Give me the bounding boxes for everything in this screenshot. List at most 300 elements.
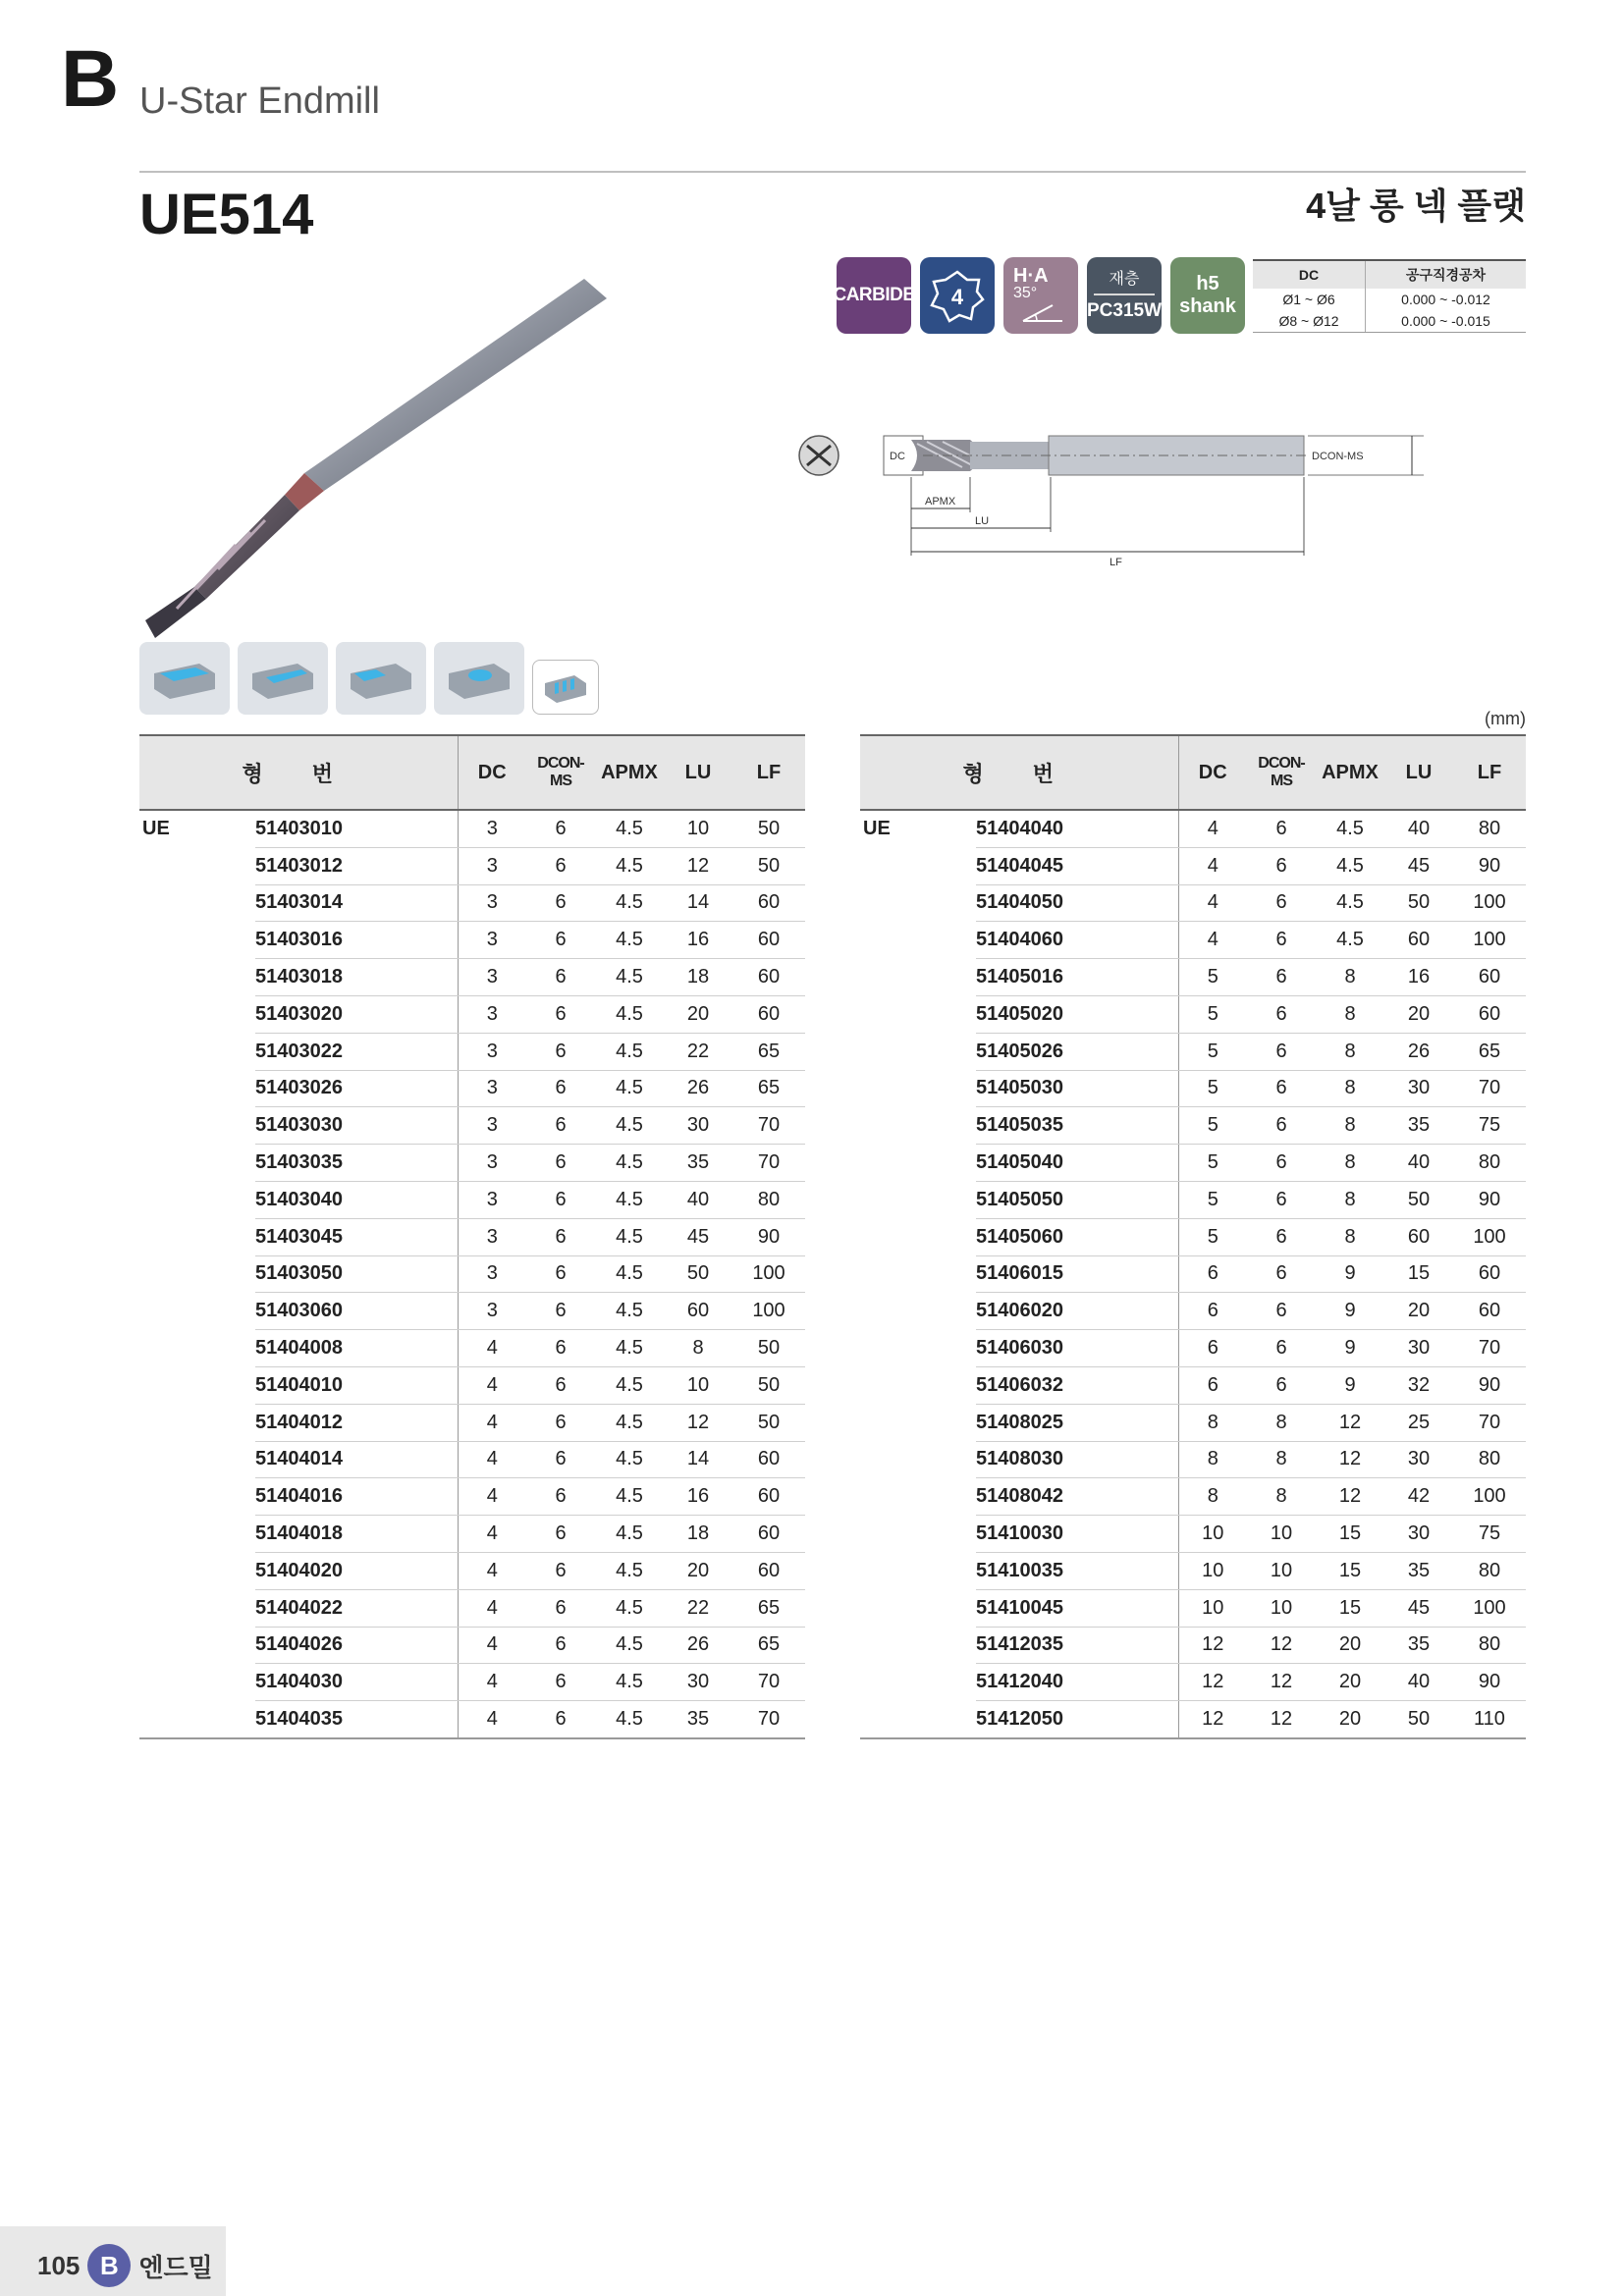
lf-value: 70	[732, 1701, 805, 1738]
lu-value: 26	[664, 1627, 732, 1664]
series-prefix	[139, 1366, 255, 1404]
series-prefix	[860, 959, 976, 996]
dcon-value: 6	[526, 1033, 595, 1070]
apmx-value: 4.5	[595, 1627, 664, 1664]
dc-value: 4	[458, 1441, 526, 1478]
part-number: 51404008	[255, 1330, 458, 1367]
series-prefix	[139, 1589, 255, 1627]
lf-value: 100	[1453, 884, 1526, 922]
lf-value: 70	[1453, 1404, 1526, 1441]
lu-value: 12	[664, 847, 732, 884]
lu-value: 60	[1384, 1218, 1453, 1255]
table-row	[860, 1701, 1526, 1738]
dc-value: 3	[458, 995, 526, 1033]
lu-value: 40	[664, 1181, 732, 1218]
lu-value: 35	[664, 1701, 732, 1738]
apmx-value: 8	[1316, 1070, 1384, 1107]
dc-value: 5	[1178, 995, 1247, 1033]
table-row	[139, 1627, 805, 1664]
series-prefix	[139, 1404, 255, 1441]
part-number: 51404018	[255, 1516, 458, 1553]
lu-value: 32	[1384, 1366, 1453, 1404]
series-prefix	[860, 1107, 976, 1145]
dcon-value: 6	[1247, 1181, 1316, 1218]
dc-value: 6	[1178, 1255, 1247, 1293]
part-number: 51403050	[255, 1255, 458, 1293]
dc-value: 5	[1178, 1218, 1247, 1255]
series-prefix	[860, 1070, 976, 1107]
dc-value: 5	[1178, 1181, 1247, 1218]
dcon-value: 12	[1247, 1664, 1316, 1701]
lu-value: 18	[664, 1516, 732, 1553]
table-row	[860, 1404, 1526, 1441]
dcon-value: 6	[526, 1441, 595, 1478]
part-number: 51412040	[976, 1664, 1178, 1701]
part-number: 51403014	[255, 884, 458, 922]
dcon-value: 12	[1247, 1701, 1316, 1738]
series-prefix	[139, 959, 255, 996]
dc-value: 3	[458, 1033, 526, 1070]
apmx-value: 4.5	[595, 1218, 664, 1255]
label-lf: LF	[1110, 557, 1122, 568]
dcon-value: 6	[1247, 1145, 1316, 1182]
apmx-value: 4.5	[595, 995, 664, 1033]
apmx-value: 4.5	[595, 1181, 664, 1218]
table-row	[139, 1366, 805, 1404]
part-number: 51406030	[976, 1330, 1178, 1367]
dcon-value: 6	[526, 1070, 595, 1107]
series-prefix	[139, 1664, 255, 1701]
dcon-value: 8	[1247, 1441, 1316, 1478]
apmx-value: 4.5	[595, 1516, 664, 1553]
page-number: 105	[37, 2250, 81, 2280]
lf-value: 60	[732, 995, 805, 1033]
part-number: 51408042	[976, 1478, 1178, 1516]
pocketing-icon	[434, 642, 524, 715]
series-prefix	[139, 1107, 255, 1145]
apmx-value: 20	[1316, 1627, 1384, 1664]
table-row	[139, 1181, 805, 1218]
product-subtitle: 4날 롱 넥 플랫	[1306, 186, 1526, 226]
lf-value: 80	[1453, 1145, 1526, 1182]
tol-header-tolerance: 공구직경공차	[1366, 260, 1527, 289]
table-header-row	[860, 735, 1526, 810]
lf-value: 50	[732, 1404, 805, 1441]
dc-value: 5	[1178, 1107, 1247, 1145]
part-number: 51412050	[976, 1701, 1178, 1738]
series-prefix	[139, 1181, 255, 1218]
part-number: 51403016	[255, 922, 458, 959]
apmx-value: 4.5	[595, 1552, 664, 1589]
dc-value: 10	[1178, 1516, 1247, 1553]
table-row	[860, 1627, 1526, 1664]
dc-value: 5	[1178, 1070, 1247, 1107]
lu-value: 12	[664, 1404, 732, 1441]
series-prefix	[139, 1033, 255, 1070]
table-row	[860, 922, 1526, 959]
apmx-value: 12	[1316, 1478, 1384, 1516]
table-row	[860, 1145, 1526, 1182]
dcon-value: 6	[526, 922, 595, 959]
series-prefix	[860, 1293, 976, 1330]
dc-value: 4	[1178, 884, 1247, 922]
col-header-part-no: 형 번	[139, 735, 458, 810]
apmx-value: 15	[1316, 1552, 1384, 1589]
series-prefix	[860, 847, 976, 884]
product-table-right	[860, 734, 1526, 1739]
dc-value: 10	[1178, 1552, 1247, 1589]
dc-value: 6	[1178, 1293, 1247, 1330]
dcon-value: 6	[526, 1255, 595, 1293]
lu-value: 45	[1384, 847, 1453, 884]
part-number: 51405050	[976, 1181, 1178, 1218]
table-row	[139, 1145, 805, 1182]
dcon-value: 6	[1247, 1218, 1316, 1255]
lu-value: 50	[664, 1255, 732, 1293]
series-prefix: UE	[142, 818, 170, 840]
part-number: 51408025	[976, 1404, 1178, 1441]
label-apmx: APMX	[925, 496, 956, 507]
lu-value: 50	[1384, 884, 1453, 922]
label-dc: DC	[890, 451, 905, 462]
part-number: 51412035	[976, 1627, 1178, 1664]
table-row	[860, 1181, 1526, 1218]
table-row	[860, 1107, 1526, 1145]
lf-value: 60	[732, 1552, 805, 1589]
table-row	[860, 810, 1526, 847]
series-prefix	[139, 1441, 255, 1478]
flute-icon	[928, 266, 987, 325]
dc-value: 3	[458, 847, 526, 884]
dc-value: 5	[1178, 959, 1247, 996]
dcon-value: 6	[526, 810, 595, 847]
table-row	[139, 847, 805, 884]
table-row	[139, 1218, 805, 1255]
col-header-dc: DC	[1178, 735, 1247, 810]
table-row	[860, 1366, 1526, 1404]
series-prefix	[139, 1145, 255, 1182]
dc-value: 4	[458, 1330, 526, 1367]
section-letter: B	[61, 34, 120, 124]
series-prefix	[860, 1552, 976, 1589]
table-row	[860, 995, 1526, 1033]
part-number: 51405035	[976, 1107, 1178, 1145]
ribbing-icon	[532, 660, 599, 715]
lu-value: 16	[1384, 959, 1453, 996]
lf-value: 90	[1453, 1181, 1526, 1218]
part-number: 51403035	[255, 1145, 458, 1182]
part-number: 51403022	[255, 1033, 458, 1070]
apmx-value: 4.5	[1316, 922, 1384, 959]
apmx-value: 12	[1316, 1441, 1384, 1478]
footer-label: 엔드밀	[138, 2252, 213, 2282]
table-row	[139, 1404, 805, 1441]
lu-value: 22	[664, 1033, 732, 1070]
label-lu: LU	[975, 515, 990, 527]
table-row	[860, 1441, 1526, 1478]
dc-value: 5	[1178, 1145, 1247, 1182]
series-prefix	[139, 1070, 255, 1107]
lu-value: 40	[1384, 810, 1453, 847]
col-header-apmx: APMX	[1316, 735, 1384, 810]
coating-badge	[1087, 257, 1162, 334]
apmx-value: 8	[1316, 1181, 1384, 1218]
dc-value: 3	[458, 1107, 526, 1145]
apmx-value: 9	[1316, 1330, 1384, 1367]
lu-value: 60	[1384, 922, 1453, 959]
part-number: 51410030	[976, 1516, 1178, 1553]
lf-value: 50	[732, 810, 805, 847]
lu-value: 50	[1384, 1701, 1453, 1738]
dcon-value: 6	[526, 1145, 595, 1182]
series-prefix	[860, 1255, 976, 1293]
shank-label: shank	[1179, 295, 1236, 317]
lf-value: 75	[1453, 1516, 1526, 1553]
part-number: 51405016	[976, 959, 1178, 996]
dc-value: 4	[1178, 922, 1247, 959]
lu-value: 42	[1384, 1478, 1453, 1516]
lf-value: 90	[732, 1218, 805, 1255]
dcon-value: 6	[526, 959, 595, 996]
lf-value: 90	[1453, 1366, 1526, 1404]
lu-value: 14	[664, 884, 732, 922]
lu-value: 35	[1384, 1627, 1453, 1664]
apmx-value: 4.5	[595, 922, 664, 959]
part-number: 51404022	[255, 1589, 458, 1627]
series-prefix	[860, 1330, 976, 1367]
apmx-value: 4.5	[595, 1070, 664, 1107]
part-number: 51408030	[976, 1441, 1178, 1478]
apmx-value: 15	[1316, 1589, 1384, 1627]
dcon-value: 6	[526, 1552, 595, 1589]
lf-value: 60	[732, 884, 805, 922]
series-prefix	[860, 995, 976, 1033]
table-row	[860, 884, 1526, 922]
table-row	[139, 922, 805, 959]
section-badge: B	[87, 2244, 131, 2287]
dcon-value: 6	[526, 995, 595, 1033]
lf-value: 65	[732, 1589, 805, 1627]
series-prefix	[860, 1181, 976, 1218]
dc-value: 12	[1178, 1664, 1247, 1701]
lf-value: 50	[732, 1330, 805, 1367]
series-prefix	[860, 1589, 976, 1627]
dcon-value: 6	[1247, 995, 1316, 1033]
table-row	[860, 1218, 1526, 1255]
tol-range: Ø1 ~ Ø6	[1253, 289, 1366, 310]
dcon-value: 6	[526, 1589, 595, 1627]
dc-value: 3	[458, 884, 526, 922]
lu-value: 30	[664, 1664, 732, 1701]
apmx-value: 4.5	[595, 1033, 664, 1070]
dc-value: 4	[1178, 847, 1247, 884]
apmx-value: 4.5	[595, 1404, 664, 1441]
part-number: 51403010	[255, 810, 458, 847]
dcon-value: 6	[526, 1664, 595, 1701]
tol-value: 0.000 ~ -0.015	[1366, 310, 1527, 333]
table-row	[860, 847, 1526, 884]
lu-value: 14	[664, 1441, 732, 1478]
apmx-value: 4.5	[595, 1255, 664, 1293]
dcon-value: 6	[526, 1516, 595, 1553]
dcon-value: 6	[526, 1627, 595, 1664]
lf-value: 70	[732, 1664, 805, 1701]
carbide-label: CARBIDE	[833, 285, 915, 305]
series-prefix	[860, 1701, 976, 1738]
series-prefix	[860, 1404, 976, 1441]
dcon-value: 6	[526, 884, 595, 922]
apmx-value: 4.5	[595, 1107, 664, 1145]
dcon-value: 6	[1247, 1293, 1316, 1330]
col-header-part-no: 형 번	[860, 735, 1178, 810]
dcon-value: 6	[526, 1107, 595, 1145]
series-prefix	[860, 922, 976, 959]
coating-separator	[1094, 294, 1155, 295]
series-prefix	[860, 1441, 976, 1478]
part-number: 51410045	[976, 1589, 1178, 1627]
dcon-value: 6	[1247, 1070, 1316, 1107]
col-header-lf: LF	[1453, 735, 1526, 810]
part-number: 51410035	[976, 1552, 1178, 1589]
dcon-value: 6	[1247, 1033, 1316, 1070]
dc-value: 4	[458, 1664, 526, 1701]
dc-value: 3	[458, 959, 526, 996]
dcon-value: 6	[526, 1478, 595, 1516]
lu-value: 16	[664, 922, 732, 959]
slotting-icon	[238, 642, 328, 715]
dc-value: 3	[458, 922, 526, 959]
dcon-value: 6	[1247, 1366, 1316, 1404]
series-prefix	[139, 1218, 255, 1255]
table-row	[860, 1330, 1526, 1367]
part-number: 51404010	[255, 1366, 458, 1404]
dcon-value: 6	[526, 1293, 595, 1330]
tol-header-dc: DC	[1253, 260, 1366, 289]
diameter-tolerance-table	[1253, 259, 1526, 333]
table-row	[139, 1255, 805, 1293]
dcon-value: 10	[1247, 1589, 1316, 1627]
page-footer	[37, 2244, 213, 2287]
table-header-row	[139, 735, 805, 810]
series-prefix	[139, 922, 255, 959]
flute-count: 4	[950, 285, 964, 309]
col-header-lf: LF	[732, 735, 805, 810]
dc-value: 4	[1178, 810, 1247, 847]
table-row	[860, 1070, 1526, 1107]
apmx-value: 4.5	[595, 959, 664, 996]
lu-value: 8	[664, 1330, 732, 1367]
series-prefix	[139, 1552, 255, 1589]
dc-value: 5	[1178, 1033, 1247, 1070]
application-icons	[139, 642, 599, 715]
table-row	[139, 1478, 805, 1516]
apmx-value: 4.5	[595, 884, 664, 922]
part-number: 51405020	[976, 995, 1178, 1033]
dc-value: 3	[458, 1255, 526, 1293]
apmx-value: 4.5	[595, 1701, 664, 1738]
table-body-right	[860, 810, 1526, 1738]
lf-value: 100	[1453, 922, 1526, 959]
dcon-value: 8	[1247, 1478, 1316, 1516]
lf-value: 70	[732, 1145, 805, 1182]
dc-value: 3	[458, 1293, 526, 1330]
series-prefix	[860, 1516, 976, 1553]
dcon-value: 10	[1247, 1516, 1316, 1553]
series-prefix	[139, 1627, 255, 1664]
shank-tolerance: h5	[1196, 273, 1219, 294]
lf-value: 60	[1453, 1255, 1526, 1293]
series-prefix	[139, 1701, 255, 1738]
col-header-lu: LU	[664, 735, 732, 810]
part-number: 51406015	[976, 1255, 1178, 1293]
table-row	[139, 1330, 805, 1367]
lu-value: 22	[664, 1589, 732, 1627]
dc-value: 4	[458, 1552, 526, 1589]
lf-value: 90	[1453, 1664, 1526, 1701]
apmx-value: 9	[1316, 1366, 1384, 1404]
lu-value: 30	[1384, 1070, 1453, 1107]
dc-value: 12	[1178, 1701, 1247, 1738]
dc-value: 8	[1178, 1441, 1247, 1478]
table-row	[139, 1033, 805, 1070]
lu-value: 25	[1384, 1404, 1453, 1441]
table-row	[860, 1664, 1526, 1701]
dc-value: 4	[458, 1589, 526, 1627]
part-number: 51403020	[255, 995, 458, 1033]
part-number: 51403030	[255, 1107, 458, 1145]
dcon-value: 6	[1247, 922, 1316, 959]
lu-value: 45	[664, 1218, 732, 1255]
lf-value: 50	[732, 1366, 805, 1404]
part-number: 51404035	[255, 1701, 458, 1738]
apmx-value: 9	[1316, 1293, 1384, 1330]
apmx-value: 20	[1316, 1664, 1384, 1701]
carbide-badge	[833, 257, 915, 334]
series-prefix	[139, 1478, 255, 1516]
table-row	[860, 959, 1526, 996]
table-row	[139, 1552, 805, 1589]
flute-badge	[920, 257, 995, 334]
table-row	[139, 1664, 805, 1701]
series-prefix	[139, 1255, 255, 1293]
apmx-value: 4.5	[1316, 847, 1384, 884]
series-prefix	[139, 884, 255, 922]
lf-value: 75	[1453, 1107, 1526, 1145]
dc-value: 4	[458, 1366, 526, 1404]
dimension-diagram	[795, 422, 1424, 579]
series-prefix	[139, 847, 255, 884]
coating-label: 재층	[1109, 270, 1140, 288]
part-number: 51405060	[976, 1218, 1178, 1255]
table-row	[139, 995, 805, 1033]
apmx-value: 4.5	[595, 1145, 664, 1182]
col-header-dc: DC	[458, 735, 526, 810]
dc-value: 3	[458, 1070, 526, 1107]
dc-value: 3	[458, 1181, 526, 1218]
lf-value: 65	[732, 1033, 805, 1070]
part-number: 51404050	[976, 884, 1178, 922]
part-number: 51404045	[976, 847, 1178, 884]
lf-value: 60	[732, 922, 805, 959]
lf-value: 60	[1453, 995, 1526, 1033]
apmx-value: 4.5	[1316, 884, 1384, 922]
lu-value: 50	[1384, 1181, 1453, 1218]
dcon-value: 6	[1247, 1107, 1316, 1145]
part-number: 51403026	[255, 1070, 458, 1107]
lf-value: 65	[1453, 1033, 1526, 1070]
part-number: 51405030	[976, 1070, 1178, 1107]
table-row	[860, 1478, 1526, 1516]
